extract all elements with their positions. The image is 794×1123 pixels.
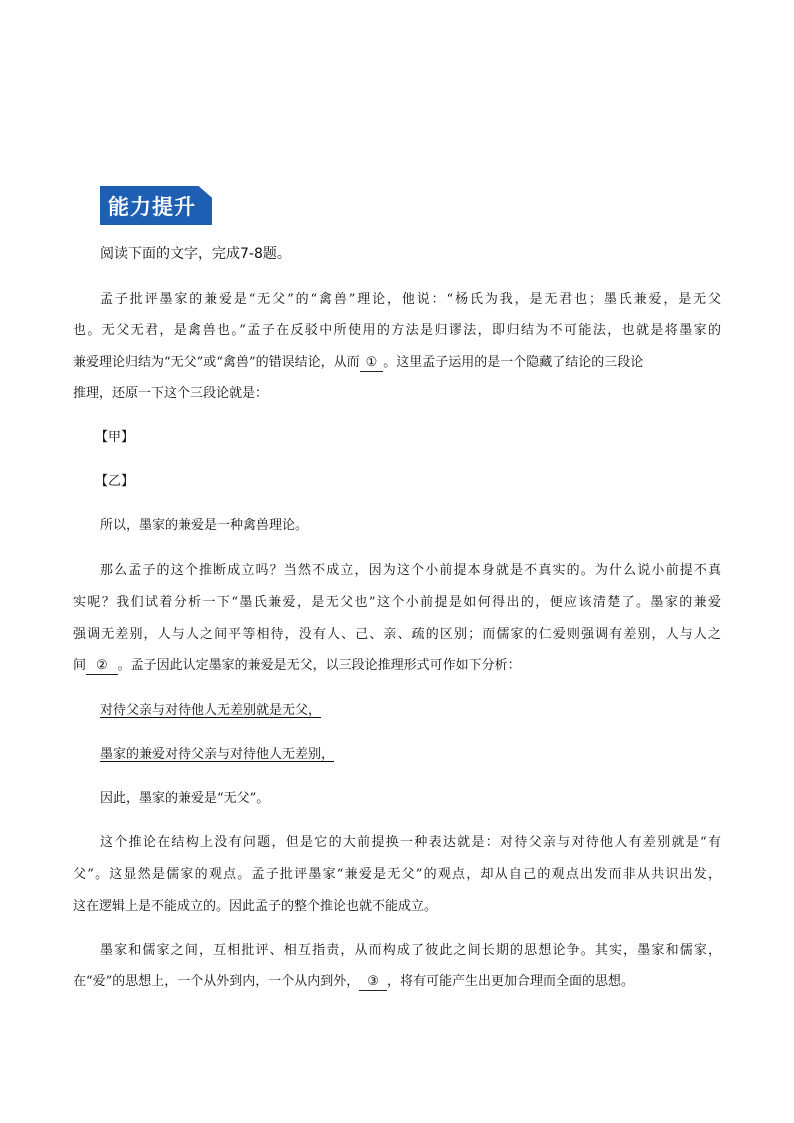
para4-line2 [73, 971, 721, 993]
para4-line2-a: 在“爱”的思想上，一个从外到内，一个从内到外， [73, 974, 360, 989]
blank-1: ① [360, 355, 384, 372]
blank-3: ③ [359, 974, 387, 991]
conclusion-line: 所以，墨家的兼爱是一种禽兽理论。 [100, 518, 309, 533]
para1-line3-a: 兼爱理论归结为“无父”或“禽兽”的错误结论，从而 [73, 355, 360, 370]
para1-line1: 孟子批评墨家的兼爱是“无父”的“禽兽”理论，他说：“杨氏为我，是无君也；墨氏兼爱，是无父 [100, 292, 721, 307]
para3-line1: 这个推论在结构上没有问题，但是它的大前提换一种表达就是：对待父亲与对待他人有差别就是“有 [100, 835, 721, 850]
section-title: 能力提升 [108, 194, 196, 219]
para4-line2-b: ，将有可能产生出更加合理而全面的思想。 [386, 974, 634, 989]
para2-line4-b: 。孟子因此认定墨家的兼爱是无父，以三段论推理形式可作如下分析： [117, 658, 521, 673]
syllogism-conclusion: 因此，墨家的兼爱是“无父”。 [100, 791, 270, 806]
syllogism-major-text: 对待父亲与对待他人无差别就是无父， [100, 703, 322, 718]
blank-2: ② [86, 658, 118, 675]
para2-line2: 实呢？我们试着分析一下“墨氏兼爱，是无父也”这个小前提是如何得出的，便应该清楚了。墨家的兼爱 [73, 595, 721, 610]
section-banner [100, 186, 212, 225]
syllogism-major [100, 700, 748, 722]
para2-line4 [73, 655, 721, 677]
marker-yi: 【乙】 [95, 474, 135, 489]
para1-line3 [73, 352, 721, 374]
para3-line3: 这在逻辑上是不能成立的。因此孟子的整个推论也就不能成立。 [73, 899, 438, 914]
para3-line2: 父”。这显然是儒家的观点。孟子批评墨家“兼爱是无父”的观点，却从自己的观点出发而非从共识出发， [73, 867, 721, 882]
para1-line2: 也。无父无君，是禽兽也。”孟子在反驳中所使用的方法是归谬法，即归结为不可能法，也就是将墨家的 [73, 323, 721, 338]
syllogism-minor-text: 墨家的兼爱对待父亲与对待他人无差别， [100, 747, 335, 762]
syllogism-minor [100, 744, 748, 766]
para2-line3: 强调无差别，人与人之间平等相待，没有人、己、亲、疏的区别；而儒家的仁爱则强调有差别，人与人之 [73, 627, 721, 642]
para1-line4: 推理，还原一下这个三段论就是： [73, 386, 269, 401]
marker-jia: 【甲】 [95, 430, 135, 445]
instruction: 阅读下面的文字，完成7-8题。 [100, 246, 291, 262]
para4-line1: 墨家和儒家之间，互相批评、相互指责，从而构成了彼此之间长期的思想论争。其实，墨家和儒家， [100, 943, 721, 958]
para2-line4-a: 间 [73, 658, 87, 673]
para1-line3-b: 。这里孟子运用的是一个隐藏了结论的三段论 [383, 355, 644, 370]
para2-line1: 那么孟子的这个推断成立吗？当然不成立，因为这个小前提本身就是不真实的。为什么说小前提不真 [100, 563, 721, 578]
